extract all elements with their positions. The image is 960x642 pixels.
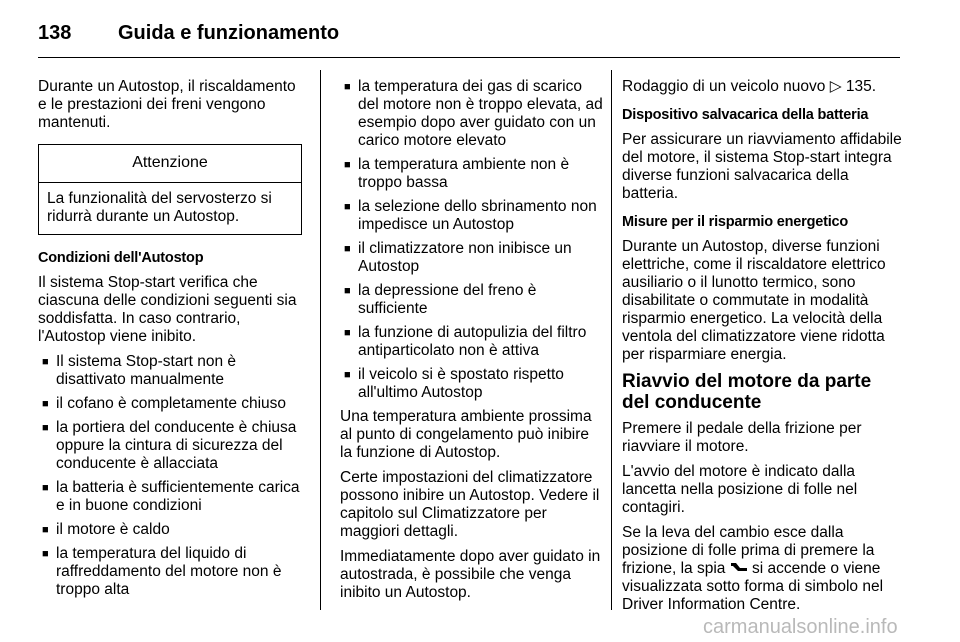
- list-item: ■ la batteria è sufficientemente carica e in buone condizioni: [38, 479, 302, 515]
- restart-paragraph-2: L'avvio del motore è indicato dalla lancetta nella posizione di folle nel contagiri.: [622, 463, 858, 516]
- conditions-list-2: [340, 78, 604, 402]
- column-divider-2: [611, 70, 612, 610]
- column-divider-1: [320, 70, 321, 610]
- list-item: ■ la funzione di autopulizia del filtro antiparticolato non è attiva: [340, 324, 604, 360]
- intro-paragraph: Durante un Autostop, il riscaldamento e le prestazioni dei freni vengono mantenuti.: [38, 78, 296, 131]
- paragraph: Certe impostazioni del climatizzatore possono inibire un Autostop. Vedere il capitolo sul Climatizzatore per maggiori dettagli.: [340, 469, 600, 540]
- warning-title: Attenzione: [39, 145, 301, 183]
- restart-heading: Riavvio del motore da parte del conducente: [622, 371, 872, 413]
- column-3: [622, 78, 902, 621]
- running-in-text: Rodaggio di un veicolo nuovo: [622, 78, 826, 95]
- page-number: 138: [38, 22, 72, 44]
- battery-text: Per assicurare un riavviamento affidabile del motore, il sistema Stop-start integra diverse funzioni salvacarica della batteria.: [622, 131, 902, 202]
- warning-box: [38, 144, 302, 235]
- page-header: [38, 14, 922, 52]
- conditions-heading: Condizioni dell'Autostop: [38, 250, 204, 266]
- triangle-arrow-icon: ▷: [829, 78, 842, 95]
- column-1: [38, 78, 302, 605]
- list-item: ■ il veicolo si è spostato rispetto all'ultimo Autostop: [340, 366, 604, 402]
- conditions-text: Il sistema Stop-start verifica che ciascuna delle condizioni seguenti sia soddisfatta. In caso contrario, l'Autostop viene inibito.: [38, 274, 297, 345]
- header-rule: [38, 57, 900, 58]
- page-reference[interactable]: 135.: [845, 78, 877, 95]
- list-item: ■ il motore è caldo: [38, 521, 302, 539]
- list-item: ■ Il sistema Stop-start non è disattivato manualmente: [38, 353, 302, 389]
- column-2: [340, 78, 604, 609]
- list-item: ■ la portiera del conducente è chiusa oppure la cintura di sicurezza del conducente è allacciata: [38, 419, 302, 473]
- paragraph: Immediatamente dopo aver guidato in autostrada, è possibile che venga inibito un Autostop.: [340, 548, 601, 601]
- restart-text-b: si accende o viene visualizzata sotto forma di simbolo nel Driver Information Centre.: [622, 560, 884, 613]
- list-item: ■ la temperatura dei gas di scarico del motore non è troppo elevata, ad esempio dopo aver guidato con un carico motore elevato: [340, 78, 604, 150]
- list-item: ■ il cofano è completamente chiuso: [38, 395, 302, 413]
- restart-text: Premere il pedale della frizione per riavviare il motore.: [622, 420, 862, 455]
- conditions-list-1: [38, 353, 302, 599]
- list-item: ■ la temperatura del liquido di raffreddamento del motore non è troppo alta: [38, 545, 302, 599]
- paragraph: Una temperatura ambiente prossima al punto di congelamento può inibire la funzione di Autostop.: [340, 408, 592, 461]
- clutch-warning-icon: [730, 560, 748, 578]
- energy-text: Durante un Autostop, diverse funzioni elettriche, come il riscaldatore elettrico ausiliario o il lunotto termico, sono disabilitate o commutate in modalità risparmio energetico. La velocità della ventola del climatizzatore viene ridotta per risparmiare energia.: [622, 238, 886, 363]
- battery-heading: Dispositivo salvacarica della batteria: [622, 107, 869, 123]
- list-item: ■ la depressione del freno è sufficiente: [340, 282, 604, 318]
- list-item: ■ la temperatura ambiente non è troppo bassa: [340, 156, 604, 192]
- energy-heading: Misure per il risparmio energetico: [622, 214, 849, 230]
- list-item: ■ la selezione dello sbrinamento non impedisce un Autostop: [340, 198, 604, 234]
- running-in-reference: [622, 78, 902, 96]
- page-title: Guida e funzionamento: [118, 22, 340, 44]
- watermark: carmanualsonline.info: [703, 616, 898, 638]
- restart-paragraph-3: [622, 524, 902, 614]
- restart-text-a: Se la leva del cambio esce dalla posizione di folle prima di premere la frizione, la spia: [622, 524, 875, 577]
- warning-text: La funzionalità del servosterzo si ridurrà durante un Autostop.: [47, 190, 272, 225]
- list-item: ■ il climatizzatore non inibisce un Autostop: [340, 240, 604, 276]
